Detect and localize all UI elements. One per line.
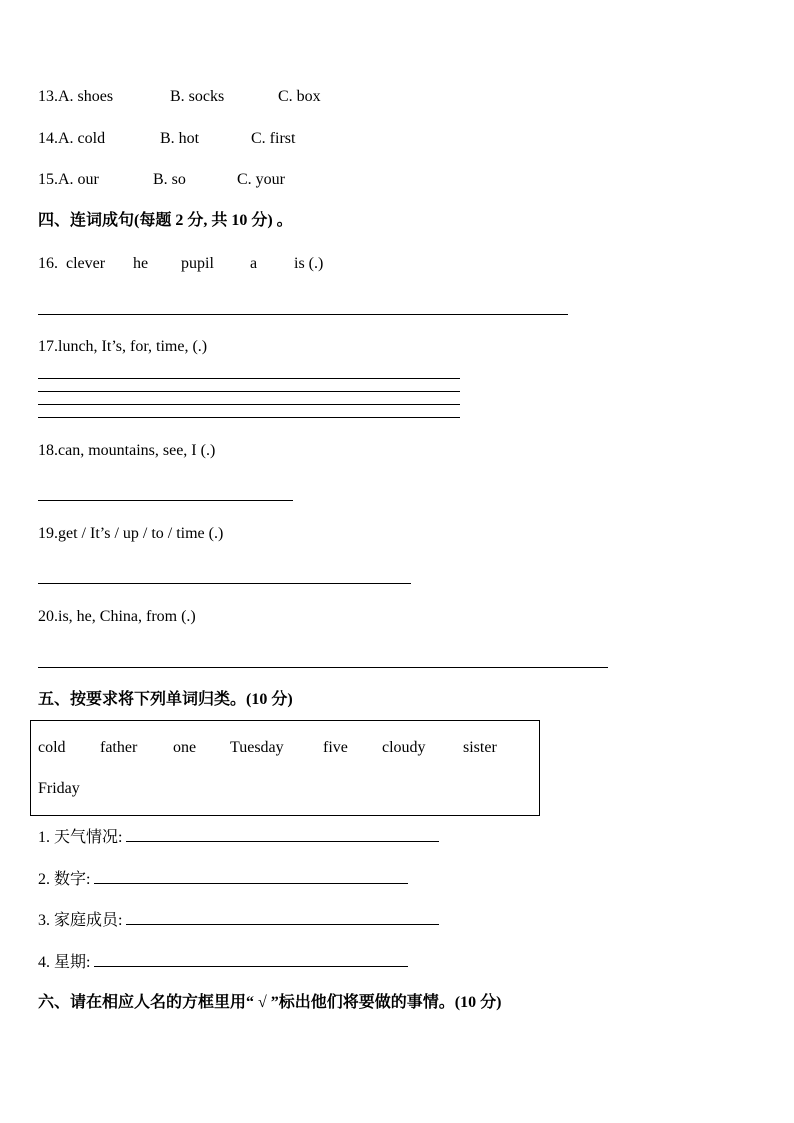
category-weather-answer-line[interactable] <box>126 827 439 842</box>
question-16-word-2: he <box>133 255 149 272</box>
category-weekdays-answer-line[interactable] <box>94 952 408 967</box>
question-15-option-c: C. your <box>237 171 285 188</box>
word-bank-item: sister <box>463 739 497 756</box>
question-17-text: 17.lunch, It’s, for, time, (.) <box>38 338 208 355</box>
category-numbers-answer-line[interactable] <box>94 869 408 884</box>
question-14-option-b: B. hot <box>160 130 200 147</box>
question-16-word-1: clever <box>66 255 106 272</box>
question-13-option-a: A. shoes <box>58 88 114 105</box>
question-20-text: 20.is, he, China, from (.) <box>38 608 196 625</box>
question-15-number: 15. <box>38 171 58 188</box>
category-weather-label: 1. 天气情况: <box>38 829 123 846</box>
question-17-answer-line[interactable] <box>38 404 460 405</box>
question-14-option-a: A. cold <box>58 130 106 147</box>
category-family-label: 3. 家庭成员: <box>38 912 123 929</box>
word-bank-item: cold <box>38 739 66 756</box>
section-5-title-text: 五、按要求将下列单词归类。 <box>38 691 247 708</box>
question-17-answer-line[interactable] <box>38 417 460 418</box>
category-family-answer-line[interactable] <box>126 910 439 925</box>
category-weather <box>38 827 439 848</box>
section-5-title <box>38 690 293 710</box>
question-17-answer-line[interactable] <box>38 378 460 379</box>
question-15 <box>38 170 99 190</box>
word-bank-item: cloudy <box>382 739 426 756</box>
question-16-word-4: a <box>250 255 258 272</box>
question-18-text: 18.can, mountains, see, I (.) <box>38 442 216 459</box>
category-weekdays <box>38 952 408 973</box>
category-family <box>38 910 439 931</box>
word-bank-box <box>30 720 540 816</box>
question-14-number: 14. <box>38 130 58 147</box>
question-13-option-c: C. box <box>278 88 321 105</box>
word-bank-item: Tuesday <box>230 739 284 756</box>
question-14 <box>38 129 105 149</box>
question-16-answer-line[interactable] <box>38 314 568 315</box>
question-15-option-b: B. so <box>153 171 186 188</box>
question-19-text: 19.get / It’s / up / to / time (.) <box>38 525 224 542</box>
question-13 <box>38 87 113 107</box>
word-bank-item: one <box>173 739 197 756</box>
question-20-answer-line[interactable] <box>38 667 608 668</box>
section-6-title: 六、请在相应人名的方框里用“ √ ”标出他们将要做的事情。(10 分) <box>38 994 502 1011</box>
word-bank-item: Friday <box>38 780 80 797</box>
question-17-answer-line[interactable] <box>38 391 460 392</box>
question-16-word-5: is (.) <box>294 255 324 272</box>
category-numbers <box>38 869 408 890</box>
question-14-option-c: C. first <box>251 130 296 147</box>
word-bank-item: father <box>100 739 138 756</box>
category-weekdays-label: 4. 星期: <box>38 954 91 971</box>
question-15-option-a: A. our <box>58 171 99 188</box>
question-13-option-b: B. socks <box>170 88 225 105</box>
question-18-answer-line[interactable] <box>38 500 293 501</box>
question-19-answer-line[interactable] <box>38 583 411 584</box>
section-4-title: 四、连词成句(每题 2 分, 共 10 分) 。 <box>38 212 293 229</box>
question-16-number: 16. <box>38 255 58 272</box>
question-13-number: 13. <box>38 88 58 105</box>
question-16-word-3: pupil <box>181 255 214 272</box>
category-numbers-label: 2. 数字: <box>38 871 91 888</box>
section-5-score: (10 分) <box>246 691 293 708</box>
word-bank-item: five <box>323 739 348 756</box>
